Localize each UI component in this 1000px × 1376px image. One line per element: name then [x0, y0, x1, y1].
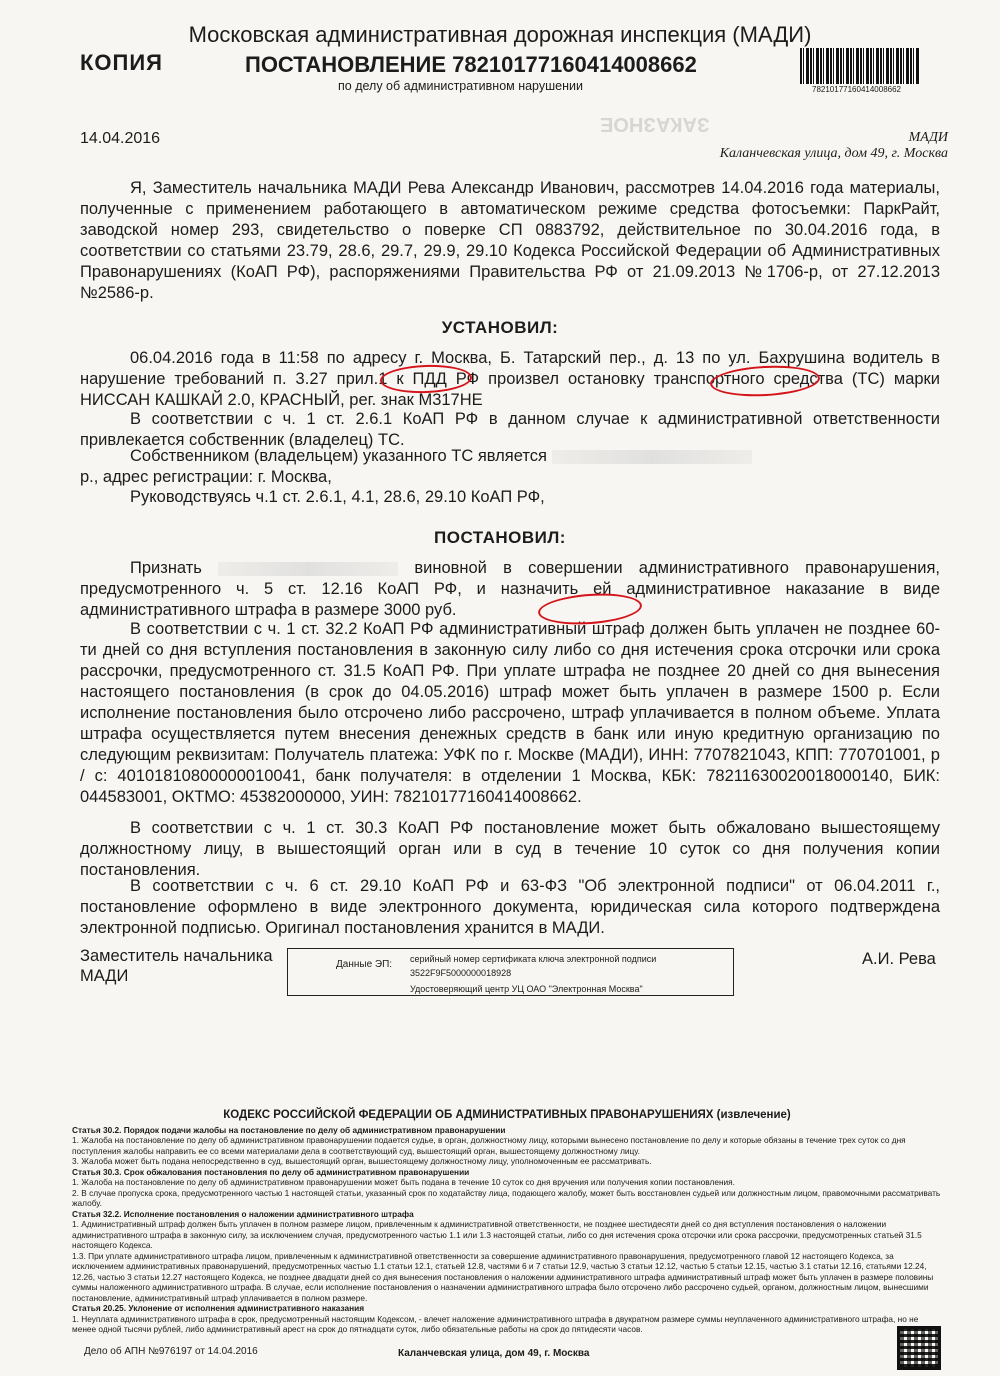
document-date: 14.04.2016: [80, 130, 161, 147]
resolved-p2: В соответствии с ч. 1 ст. 32.2 КоАП РФ административный штраф должен быть уплачен не позднее 60-ти дней со дня вступления постановления в законную силу либо со дня истечения срока отсрочки или срока рассрочки, предусмотренного ст. 31.5 КоАП РФ. При уплате штрафа не позднее 20 дней со дня вынесения настоящего постановления (в срок до 04.05.2016) штраф может быть уплачен в размере 1500 р. Если исполнение постановления было отсрочено либо рассрочено, штраф уплачивается в полном объеме. Уплата штрафа осуществляется путем внесения денежных средств в банк или иную кредитную организацию по следующим реквизитам: Получатель платежа: УФК по г. Москве (МАДИ), ИНН: 7707821043, КПП: 770701001, р / с: 40101810800000010041, банк получателя: в отделении 1 Москва, КБК: 78211630020018000140, БИК: 044583001, ОКТМО: 45382000000, УИН: 78210177160414008662.: [80, 620, 940, 806]
resolved-heading: ПОСТАНОВИЛ:: [434, 528, 566, 547]
case-number: Дело об АПН №976197 от 14.04.2016: [84, 1346, 258, 1357]
cert-center: Удостоверяющий центр УЦ ОАО "Электронная Москва": [410, 984, 643, 994]
issuer-address: Каланчевская улица, дом 49, г. Москва: [719, 146, 948, 161]
ep-label: Данные ЭП:: [336, 959, 393, 970]
qr-code: [897, 1326, 941, 1370]
electronic-signature-box: [287, 948, 734, 996]
established-p1: 06.04.2016 года в 11:58 по адресу г. Москва, Б. Татарский пер., д. 13 по ул. Бахрушина водитель в нарушение требований п. 3.27 прил.1 к ПДД РФ произвел остановку транспортного средства (ТС) марки НИССАН КАШКАЙ 2.0, КРАСНЫЙ, рег. знак М317НЕ: [80, 349, 940, 409]
issuer-short: МАДИ: [908, 130, 948, 145]
footer-address: Каланчевская улица, дом 49, г. Москва: [398, 1348, 590, 1359]
signer-name: А.И. Рева: [862, 950, 936, 968]
resolved-p1: Признать виновной в совершении административного правонарушения, предусмотренного ч. 5 ст. 12.16 КоАП РФ, и назначить ей административное наказание в виде административного штрафа в размере 3000 руб.: [80, 559, 940, 619]
resolved-p4: В соответствии с ч. 6 ст. 29.10 КоАП РФ и 63-ФЗ "Об электронной подписи" от 06.04.2011 г., постановление оформлено в виде электронного документа, юридическая сила которого подтверждена электронной подписью. Оригинал постановления хранится в МАДИ.: [80, 877, 940, 937]
established-p4: Руководствуясь ч.1 ст. 2.6.1, 4.1, 28.6, 29.10 КоАП РФ,: [130, 488, 545, 506]
cert-serial: 3522F9F5000000018928: [410, 968, 512, 978]
document-title: ПОСТАНОВЛЕНИЕ 78210177160414008662: [245, 52, 697, 77]
issuer-block: [720, 130, 948, 162]
established-p2: В соответствии с ч. 1 ст. 2.6.1 КоАП РФ в данном случае к административной ответственности привлекается собственник (владелец) ТС.: [80, 410, 940, 449]
redacted-owner: [552, 450, 752, 464]
excerpt-heading: КОДЕКС РОССИЙСКОЙ ФЕДЕРАЦИИ ОБ АДМИНИСТРАТИВНЫХ ПРАВОНАРУШЕНИЯХ (извлечение): [223, 1109, 791, 1121]
cert-line: серийный номер сертификата ключа электронной подписи: [410, 954, 657, 964]
established-heading: УСТАНОВИЛ:: [441, 318, 559, 337]
redacted-name: [218, 562, 398, 576]
established-p3: Собственником (владельцем) указанного ТС является р., адрес регистрации: г. Москва,: [80, 446, 940, 488]
bleed-through: ЗАКАЗНОЕ: [600, 113, 710, 135]
barcode: [800, 48, 920, 84]
signer-position: Заместитель начальника МАДИ: [80, 947, 273, 985]
code-excerpt: КОДЕКС РОССИЙСКОЙ ФЕДЕРАЦИИ ОБ АДМИНИСТРАТИВНЫХ ПРАВОНАРУШЕНИЯХ (извлечение) Статья 30.2. Порядок подачи жалобы на постановление по делу об административном правонарушении 1. Жалоба на постановление по делу об административном правонарушении подается судье, в орган, должностному лицу, которыми вынесено постановление по делу и которые обязаны в течение трех суток со дня поступления жалобы направить ее со всеми материалами дела в соответствующий суд, вышестоящий орган, вышестоящему должностному лицу. 3. Жалоба может быть подана непосредственно в суд, вышестоящий орган, вышестоящему должностному лицу, уполномоченным ее рассматривать. Статья 30.3. Срок обжалования постановления по делу об административном правонарушении 1. Жалоба на постановление по делу об административном правонарушении может быть подана в течение 10 суток со дня вручения или получения копии постановления. 2. В случае пропуска срока, предусмотренного частью 1 настоящей статьи, указанный срок по ходатайству лица, подающего жалобу, может быть восстановлен судьей или должностным лицом, правомочными рассматривать жалобу. Статья 32.2. Исполнение постановления о наложении административного штрафа 1. Административный штраф должен быть уплачен в полном размере лицом, привлеченным к административной ответственности, не позднее шестидесяти дней со дня вступления постановления о наложении административного штрафа в законную силу, за исключением случая, предусмотренного частью 1.1 или 1.3 настоящей статьи, либо со дня истечения срока отсрочки или срока рассрочки, предусмотренных статьей 31.5 настоящего Кодекса. 1.3. При уплате административного штрафа лицом, привлеченным к административной ответственности за совершение административного правонарушения, предусмотренного главой 12 настоящего Кодекса, за исключением административных правонарушений, предусмотренных частью 1.1 статьи 12.1, статьей 12.8, частями 6 и 7 статьи 12.9, частью 3 статьи 12.12, частью 5 статьи 12.15, частью 3.1 статьи 12.16, статьями 12.24, 12.26, частью 3 статьи 12.27 настоящего Кодекса, не позднее двадцати дней со дня вынесения постановления о наложении административного штрафа административный штраф может быть уплачен в размере половины суммы наложенного административного штрафа. В случае, если исполнение постановления о назначении административного штрафа было отсрочено либо рассрочено судьей, органом, должностным лицом, вынесшими постановление, административный штраф уплачивается в полном размере. Статья 20.25. Уклонение от исполнения административного наказания 1. Неуплата административного штрафа в срок, предусмотренный настоящим Кодексом, - влечет наложение административного штрафа в двукратном размере суммы неуплаченного административного штрафа, но не менее одной тысячи рублей, либо административный арест на срок до пятнадцати суток, либо обязательные работы на срок до пятидесяти часов.: [72, 1109, 941, 1334]
barcode-number: 78210177160414008662: [812, 85, 901, 94]
document-subtitle: по делу об административном нарушении: [338, 79, 583, 93]
copy-label: КОПИЯ: [80, 50, 163, 75]
intro-paragraph: Я, Заместитель начальника МАДИ Рева Александр Иванович, рассмотрев 14.04.2016 года материалы, полученные с применением работающего в автоматическом режиме средства фотосъемки: ПаркРайт, заводской номер 293, свидетельство о поверке СП 0883792, действительное по 30.04.2016 года, в соответствии со статьями 23.79, 28.6, 29.7, 29.9, 29.10 Кодекса Российской Федерации об Административных Правонарушениях (КоАП РФ), распоряжениями Правительства РФ от 21.09.2013 №1706-р, от 27.12.2013 №2586-р.: [80, 179, 940, 302]
resolved-p3: В соответствии с ч. 1 ст. 30.3 КоАП РФ постановление может быть обжаловано вышестоящему должностному лицу, в вышестоящий орган или в суд в течение 10 суток со дня получения копии постановления.: [80, 819, 940, 879]
organization-name: Московская административная дорожная инспекция (МАДИ): [188, 22, 812, 47]
